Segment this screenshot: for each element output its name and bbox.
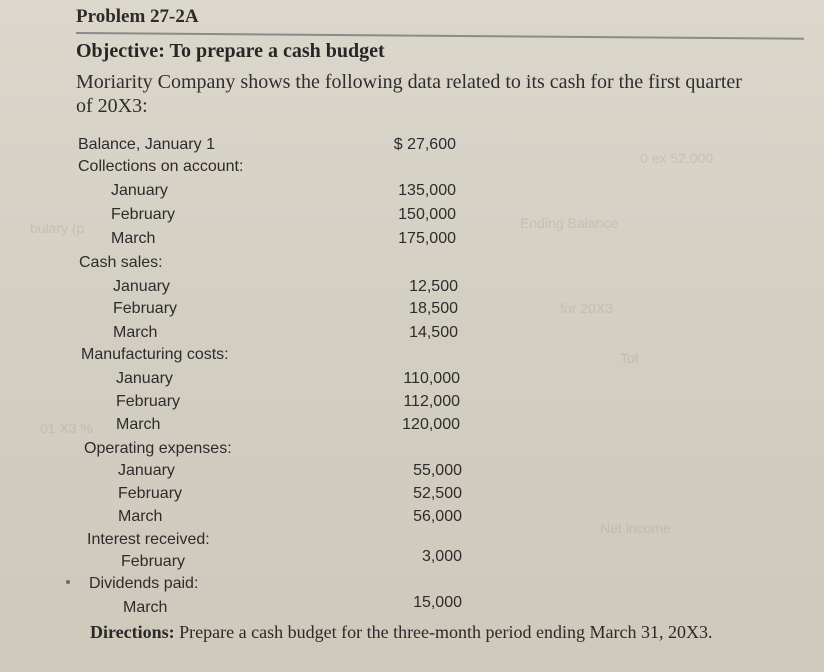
intro-paragraph (76, 70, 796, 118)
manufacturing-month: February (116, 393, 181, 410)
collections-month: March (111, 230, 156, 247)
operating-month: January (118, 462, 175, 479)
balance-value: $ 27,600 (393, 136, 456, 153)
dividends-value: 15,000 (413, 594, 462, 611)
collections-heading: Collections on account: (78, 158, 244, 175)
manufacturing-value: 110,000 (403, 370, 460, 387)
interest-value: 3,000 (421, 548, 462, 565)
cash-sales-heading: Cash sales: (79, 254, 163, 271)
operating-month: February (118, 485, 183, 502)
operating-heading: Operating expenses: (84, 440, 232, 457)
manufacturing-value: 120,000 (402, 416, 460, 433)
cash-sales-month: January (113, 278, 170, 295)
collections-month: January (111, 182, 168, 199)
intro-line-2: of 20X3: (76, 95, 148, 117)
title-divider (76, 32, 804, 40)
interest-heading: Interest received: (87, 531, 210, 548)
collections-month: February (111, 206, 176, 223)
operating-value: 56,000 (413, 508, 462, 525)
directions-text: Prepare a cash budget for the three-month period ending March 31, 20X3. (179, 622, 713, 642)
manufacturing-heading: Manufacturing costs: (81, 346, 229, 363)
dividends-month: March (123, 599, 168, 616)
cash-sales-month: February (113, 300, 178, 317)
manufacturing-month: March (116, 416, 161, 433)
manufacturing-value: 112,000 (403, 393, 460, 410)
directions (90, 622, 713, 643)
cash-sales-value: 12,500 (409, 278, 458, 295)
dividends-heading: Dividends paid: (89, 575, 199, 592)
collections-value: 150,000 (398, 206, 456, 223)
operating-month: March (118, 508, 163, 525)
intro-line-1: Moriarity Company shows the following data related to its cash for the first quarter (76, 71, 742, 93)
interest-month: February (121, 553, 186, 570)
balance-label: Balance, January 1 (78, 136, 215, 153)
cash-sales-month: March (113, 324, 158, 341)
problem-title: Problem 27-2A (76, 6, 199, 27)
operating-value: 52,500 (413, 485, 462, 502)
textbook-page: 0 ex 52,000 Ending Balance bulary (p for 20X3 Tot 01 X3 % Net income Problem 27-2A Objective: To prepare a cash budget Moriarity Company shows the following data related to its cash for the first quarter of 20X3: Balance, January 1 $ 27,600 Collections on account: January 135,000 February 150,000 March 175,000 Cash sales: January 12,500 February 18,500 March 14,500 Manufacturing costs: January 110,000 February 112,000 March 120,000 Operating expenses: January 55,000 February 52,500 March 56,000 Interest received: February 3,000 Dividends paid: March 15,000 Directions: Prepare a cash budget for the three-month period ending March 31, 20X3. (0, 0, 824, 672)
operating-value: 55,000 (413, 462, 462, 479)
margin-dot (66, 580, 70, 584)
manufacturing-month: January (116, 370, 173, 387)
directions-label: Directions: (90, 622, 175, 642)
collections-value: 175,000 (398, 230, 456, 247)
cash-sales-value: 14,500 (409, 324, 458, 341)
collections-value: 135,000 (398, 182, 456, 199)
cash-sales-value: 18,500 (409, 300, 458, 317)
objective-heading: Objective: To prepare a cash budget (76, 40, 385, 62)
